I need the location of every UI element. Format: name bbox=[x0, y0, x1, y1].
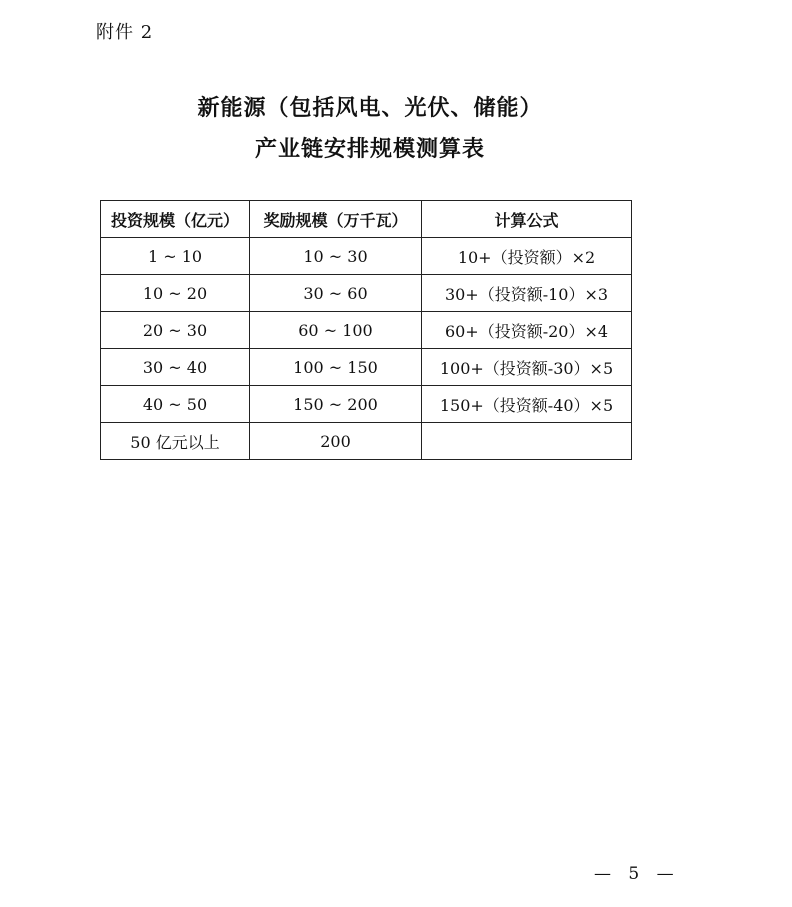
table-row bbox=[101, 349, 632, 386]
reward-cell: 60 ~ 100 bbox=[250, 312, 422, 349]
investment-cell: 1 ~ 10 bbox=[101, 238, 250, 275]
formula-cell: 30+（投资额-10）×3 bbox=[422, 275, 632, 312]
header-formula: 计算公式 bbox=[422, 201, 632, 238]
attachment-label: 附件 2 bbox=[96, 22, 154, 43]
investment-cell: 30 ~ 40 bbox=[101, 349, 250, 386]
table-row bbox=[101, 423, 632, 460]
table-row bbox=[101, 386, 632, 423]
table-header-row bbox=[101, 201, 632, 238]
reward-cell: 200 bbox=[250, 423, 422, 460]
investment-cell: 20 ~ 30 bbox=[101, 312, 250, 349]
table-row bbox=[101, 312, 632, 349]
document-title-line-2: 产业链安排规模测算表 bbox=[254, 137, 485, 162]
table-row bbox=[101, 238, 632, 275]
header-reward-scale: 奖励规模（万千瓦） bbox=[250, 201, 422, 238]
investment-cell: 40 ~ 50 bbox=[101, 386, 250, 423]
formula-cell: 150+（投资额-40）×5 bbox=[422, 386, 632, 423]
header-investment-scale: 投资规模（亿元） bbox=[101, 201, 250, 238]
reward-cell: 10 ~ 30 bbox=[250, 238, 422, 275]
formula-cell: 60+（投资额-20）×4 bbox=[422, 312, 632, 349]
investment-cell: 10 ~ 20 bbox=[101, 275, 250, 312]
formula-cell: 100+（投资额-30）×5 bbox=[422, 349, 632, 386]
calculation-table bbox=[100, 200, 632, 460]
page-number: — 5 — bbox=[594, 864, 680, 884]
document-title-line-1: 新能源（包括风电、光伏、储能） bbox=[197, 96, 543, 121]
reward-cell: 100 ~ 150 bbox=[250, 349, 422, 386]
reward-cell: 150 ~ 200 bbox=[250, 386, 422, 423]
investment-cell: 50 亿元以上 bbox=[101, 423, 250, 460]
reward-cell: 30 ~ 60 bbox=[250, 275, 422, 312]
formula-cell bbox=[422, 423, 632, 460]
table-row bbox=[101, 275, 632, 312]
formula-cell: 10+（投资额）×2 bbox=[422, 238, 632, 275]
